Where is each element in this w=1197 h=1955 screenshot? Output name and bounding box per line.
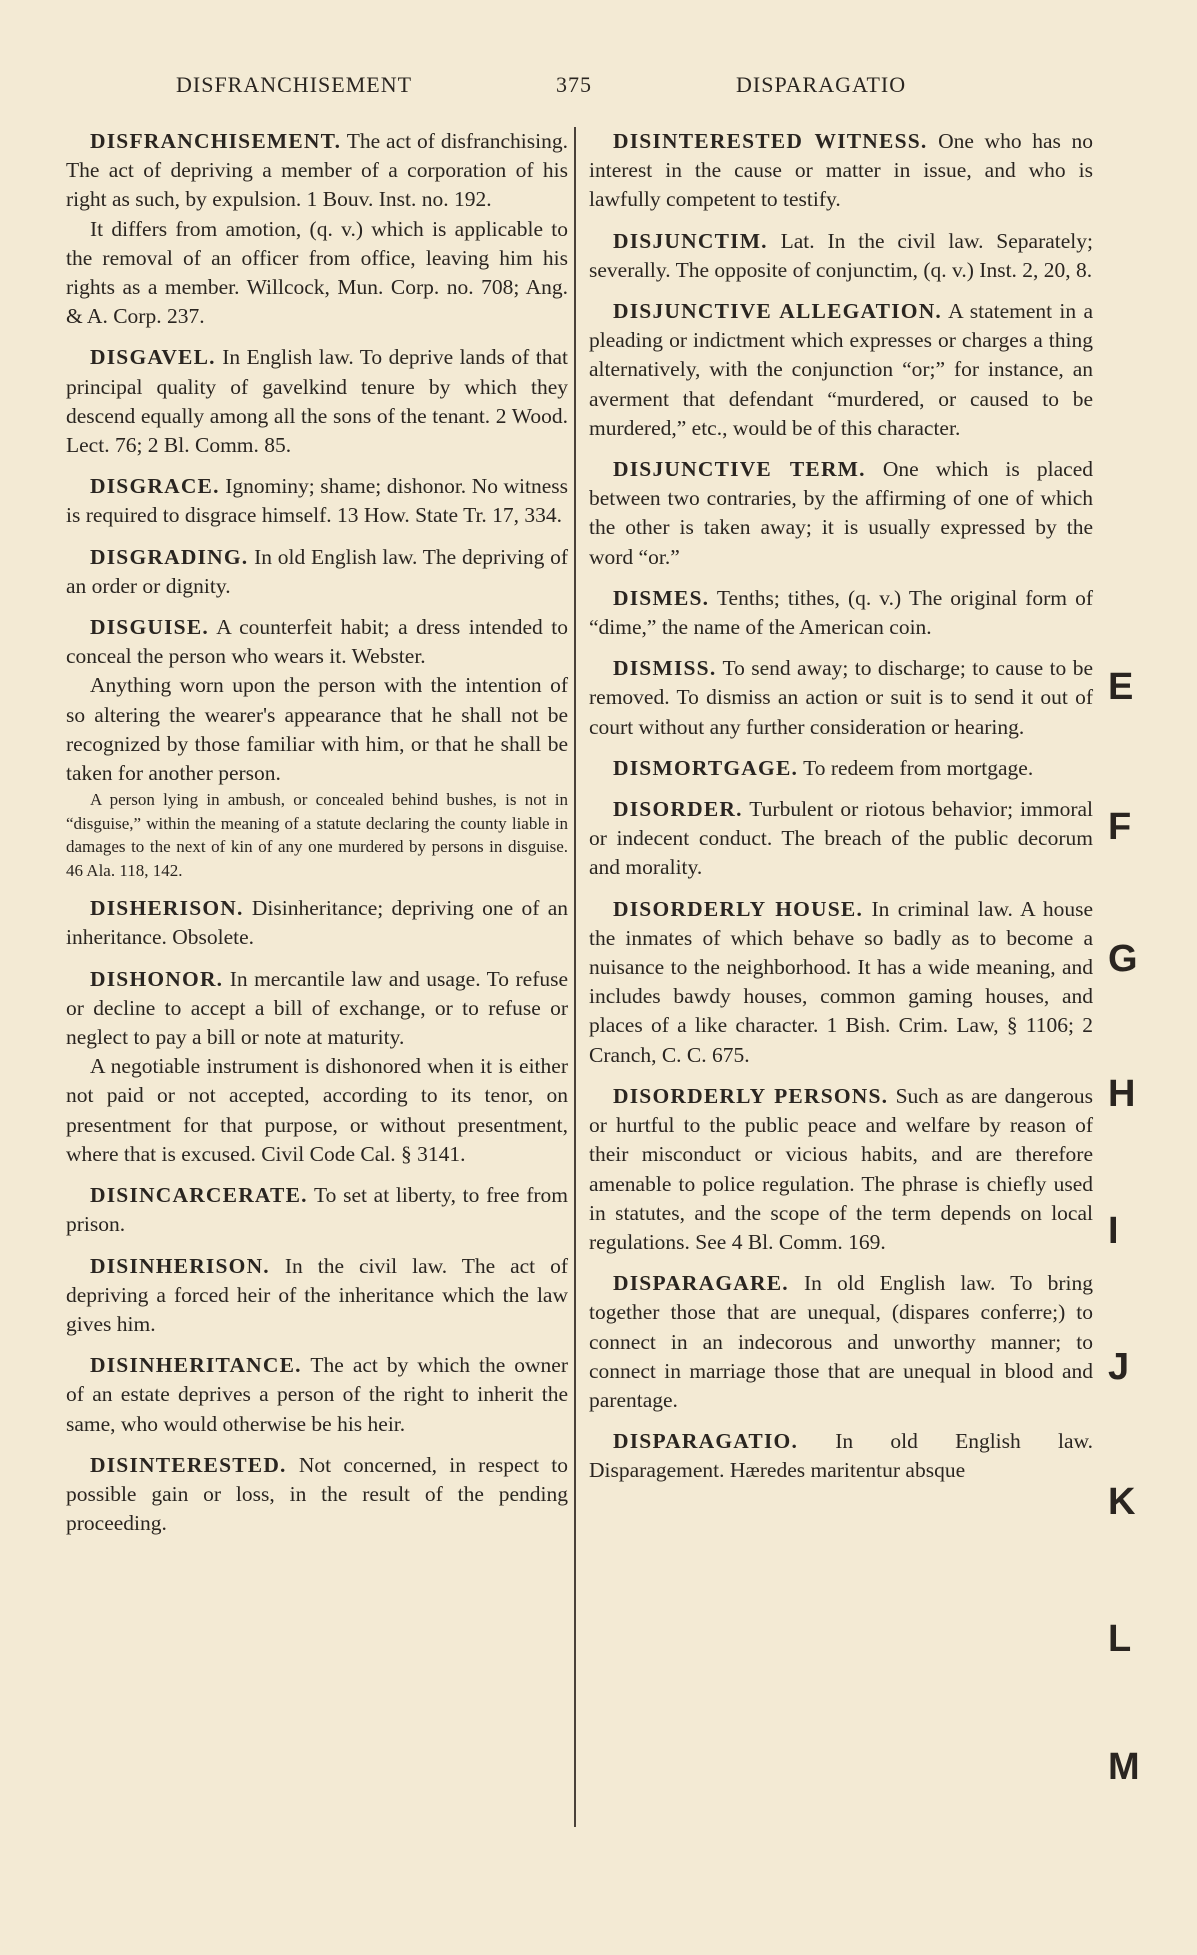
entry-definition xyxy=(66,1252,568,1340)
entry-text: To redeem from mortgage. xyxy=(803,755,1034,780)
dictionary-entry xyxy=(589,895,1093,1070)
entry-headword: DISPARAGARE. xyxy=(613,1271,789,1296)
thumb-index-letter: H xyxy=(1108,1073,1136,1115)
entry-text: Such as are dangerous or hurtful to the public peace and welfare by reason of their misconduct or vicious habits, and are therefore amenable to police regulation. The phrase is chiefly used in statutes, and the scope of the term depends on local regulations. See 4 Bl. Comm. 169. xyxy=(589,1083,1093,1254)
entry-headword: DISJUNCTIVE TERM. xyxy=(613,457,866,482)
entry-definition xyxy=(589,455,1093,572)
entry-definition xyxy=(589,754,1093,783)
entry-definition xyxy=(589,654,1093,742)
entry-headword: DISHONOR. xyxy=(90,966,224,991)
entry-text: The act of disfranchising. The act of depriving a member of a corporation of his right as such, by expulsion. 1 Bouv. Inst. no. 192. xyxy=(66,129,568,212)
thumb-index-letter: L xyxy=(1108,1618,1132,1660)
thumb-index-letter: E xyxy=(1108,666,1134,708)
dictionary-entry xyxy=(66,1181,568,1239)
dictionary-entry xyxy=(66,1252,568,1340)
entry-text: The act by which the owner of an estate deprives a person of the right to inherit the same, who would otherwise be his heir. xyxy=(66,1353,568,1436)
entry-headword: DISGRADING. xyxy=(90,544,249,569)
header-left-word: DISFRANCHISEMENT xyxy=(176,72,413,97)
entry-headword: DISMORTGAGE. xyxy=(613,755,799,780)
column-divider xyxy=(574,127,576,1827)
right-column xyxy=(589,127,1093,1498)
entry-headword: DISINHERISON. xyxy=(90,1253,270,1278)
entry-definition xyxy=(66,1351,568,1439)
thumb-index-letter: F xyxy=(1108,806,1132,848)
entry-definition xyxy=(66,127,568,215)
header-right-word: DISPARAGATIO xyxy=(736,72,907,97)
entry-definition xyxy=(589,795,1093,883)
entry-text: Disinheritance; depriving one of an inheritance. Obsolete. xyxy=(66,896,568,950)
entry-text: It differs from amotion, (q. v.) which is applicable to the removal of an officer from office, leaving him his rights as a member. Willcock, Mun. Corp. no. 708; Ang. & A. Corp. 237. xyxy=(66,216,568,329)
entry-headword: DISJUNCTIM. xyxy=(613,228,768,253)
thumb-index-letter: I xyxy=(1108,1210,1119,1252)
entry-text: In the civil law. The act of depriving a forced heir of the inheritance which the law gives him. xyxy=(66,1253,569,1336)
entry-definition xyxy=(66,1451,568,1539)
dictionary-entry xyxy=(66,1451,568,1539)
entry-headword: DISORDER. xyxy=(613,797,743,822)
entry-definition xyxy=(589,1269,1093,1415)
entry-headword: DISGAVEL. xyxy=(90,345,216,370)
entry-headword: DISGUISE. xyxy=(90,615,209,640)
dictionary-entry xyxy=(589,654,1093,742)
left-column xyxy=(66,127,568,1550)
dictionary-entry xyxy=(66,894,568,952)
dictionary-entry xyxy=(589,584,1093,642)
entry-text: In criminal law. A house the inmates of which behave so badly as to become a nuisance to the neighborhood. It has a wide meaning, and includes bawdy houses, common gaming houses, and places of a like character. 1 Bish. Crim. Law, § 1106; 2 Cranch, C. C. 675. xyxy=(589,896,1094,1067)
thumb-index-letter: J xyxy=(1108,1346,1130,1388)
entry-text: A statement in a pleading or indictment which expresses or charges a thing alternatively, with the conjunction “or;” for instance, an averment that defendant “murdered, or caused to be murdered,” etc., would be of this character. xyxy=(589,299,1093,440)
entry-definition xyxy=(589,127,1093,215)
entry-definition xyxy=(66,894,568,952)
entry-text: Not concerned, in respect to possible gain or loss, in the result of the pending proceeding. xyxy=(66,1452,569,1536)
entry-headword: DISMES. xyxy=(613,585,710,610)
entry-definition xyxy=(66,613,568,671)
entry-headword: DISHERISON. xyxy=(90,896,244,921)
running-header xyxy=(0,72,1197,102)
dictionary-entry xyxy=(589,1427,1093,1485)
entry-text: To set at liberty, to free from prison. xyxy=(66,1183,568,1237)
entry-definition xyxy=(66,343,568,460)
entry-text: In old English law. To bring together those that are unequal, (dispares conferre;) to connect in an indecorous and unworthy manner; to connect in marriage those that are unequal in blood and parentage. xyxy=(589,1271,1093,1412)
entry-headword: DISMISS. xyxy=(613,656,717,681)
entry-definition xyxy=(66,543,568,601)
entry-text: Tenths; tithes, (q. v.) The original form of “dime,” the name of the American coin. xyxy=(589,585,1093,640)
entry-definition xyxy=(589,584,1093,642)
entry-paragraph xyxy=(66,1052,568,1169)
entry-paragraph xyxy=(66,671,568,788)
entry-headword: DISINHERITANCE. xyxy=(90,1353,302,1378)
entry-headword: DISORDERLY PERSONS. xyxy=(613,1083,889,1108)
entry-definition xyxy=(589,895,1093,1070)
dictionary-entry xyxy=(66,613,568,882)
entry-text: A negotiable instrument is dishonored when it is either not paid or not accepted, according to its tenor, on presentment for that purpose, or without presentment, where that is excused. Civil Code Cal. § 3141. xyxy=(66,1054,568,1166)
entry-definition xyxy=(589,297,1093,443)
entry-text: Anything worn upon the person with the intention of so altering the wearer's appearance that he shall not be recognized by those familiar with him, or that he shall be taken for another person. xyxy=(66,673,568,786)
entry-text: Ignominy; shame; dishonor. No witness is required to disgrace himself. 13 How. State Tr. 17, 334. xyxy=(66,474,568,528)
entry-text: One who has no interest in the cause or matter in issue, and who is lawfully competent to testify. xyxy=(589,129,1093,212)
entry-text: Turbulent or riotous behavior; immoral or indecent conduct. The breach of the public decorum and morality. xyxy=(589,797,1093,880)
dictionary-entry xyxy=(589,1082,1093,1257)
entry-headword: DISINTERESTED WITNESS. xyxy=(613,129,928,153)
entry-headword: DISFRANCHISEMENT. xyxy=(90,129,342,153)
entry-definition xyxy=(66,965,568,1053)
entry-text: Lat. In the civil law. Separately; severally. The opposite of conjunctim, (q. v.) Inst. 2, 20, 8. xyxy=(589,228,1093,282)
entry-text: In mercantile law and usage. To refuse or decline to accept a bill of exchange, or to refuse or neglect to pay a bill or note at maturity. xyxy=(66,966,569,1050)
thumb-index-letter: M xyxy=(1108,1746,1140,1788)
entry-headword: DISINCARCERATE. xyxy=(90,1183,308,1208)
entry-definition xyxy=(589,1082,1093,1257)
dictionary-entry xyxy=(589,455,1093,572)
entry-headword: DISORDERLY HOUSE. xyxy=(613,896,864,921)
entry-definition xyxy=(589,1427,1093,1485)
entry-text: To send away; to discharge; to cause to be removed. To dismiss an action or suit is to send it out of court without any further consideration or hearing. xyxy=(589,656,1093,739)
entry-headword: DISJUNCTIVE ALLEGATION. xyxy=(613,299,942,324)
entry-note: A person lying in ambush, or concealed behind bushes, is not in “disguise,” within the meaning of a statute declaring the county liable in damages to the next of kin of any one murdered by persons in disguise. 46 Ala. 118, 142. xyxy=(66,790,568,880)
dictionary-entry xyxy=(66,127,568,331)
entry-text: One which is placed between two contraries, by the affirming of one of which the other is taken away; it is usually expressed by the word “or.” xyxy=(589,457,1093,569)
dictionary-entry xyxy=(66,965,568,1169)
entry-text: In old English law. The depriving of an order or dignity. xyxy=(66,544,569,598)
page-number: 375 xyxy=(556,72,592,97)
entry-text: In old English law. Disparagement. Hæredes maritentur absque xyxy=(589,1429,1093,1483)
entry-headword: DISGRACE. xyxy=(90,474,220,499)
thumb-index-letter: G xyxy=(1108,938,1138,980)
entry-definition xyxy=(66,1181,568,1239)
dictionary-entry xyxy=(589,127,1093,215)
dictionary-entry xyxy=(589,795,1093,883)
dictionary-entry xyxy=(589,297,1093,443)
dictionary-entry xyxy=(66,1351,568,1439)
entry-headword: DISPARAGATIO. xyxy=(613,1429,799,1454)
dictionary-entry xyxy=(589,754,1093,783)
dictionary-entry xyxy=(66,472,568,530)
entry-definition xyxy=(66,472,568,530)
dictionary-entry xyxy=(66,343,568,460)
thumb-index-letter: K xyxy=(1108,1481,1136,1523)
dictionary-entry xyxy=(589,1269,1093,1415)
entry-headword: DISINTERESTED. xyxy=(90,1452,287,1477)
entry-text: A counterfeit habit; a dress intended to conceal the person who wears it. Webster. xyxy=(66,615,568,669)
entry-paragraph xyxy=(66,215,568,332)
entry-definition xyxy=(589,227,1093,285)
dictionary-entry xyxy=(66,543,568,601)
dictionary-entry xyxy=(589,227,1093,285)
entry-text: In English law. To deprive lands of that principal quality of gavelkind tenure by which they descend equally among all the sons of the tenant. 2 Wood. Lect. 76; 2 Bl. Comm. 85. xyxy=(66,345,569,458)
